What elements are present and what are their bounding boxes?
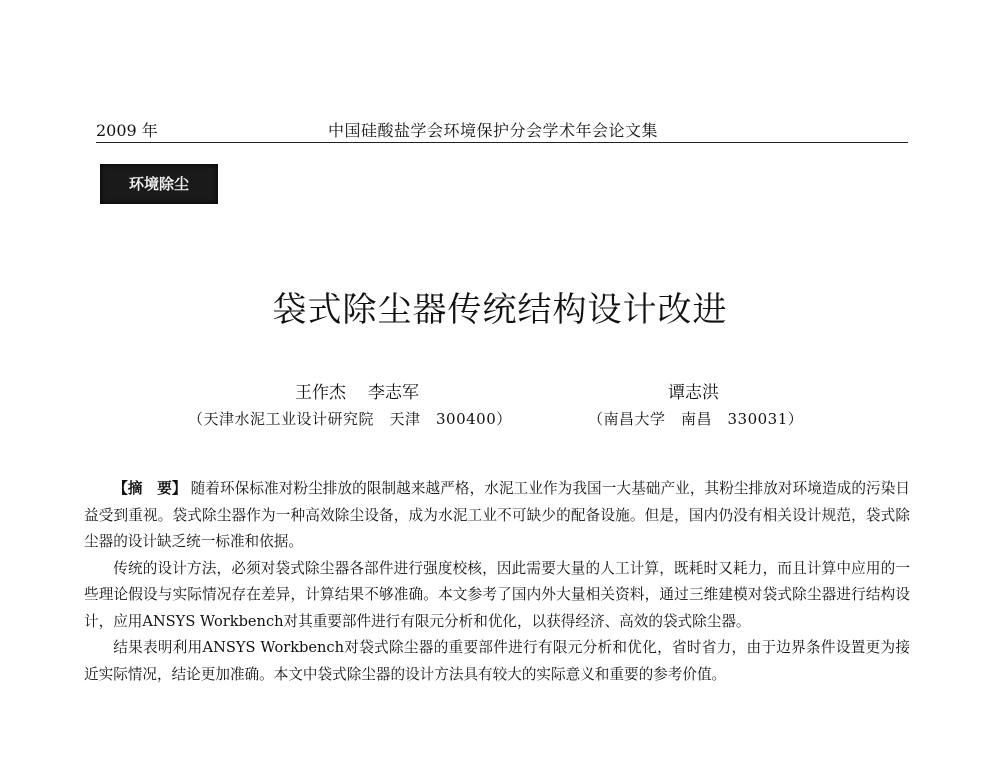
paper-title: 袋式除尘器传统结构设计改进 (272, 290, 728, 330)
authors-group-1 (295, 378, 419, 403)
affiliation-2: （南昌大学 南昌 330031） (588, 410, 804, 428)
running-header (96, 114, 908, 143)
abstract-paragraph-3: 结果表明利用ANSYS Workbench对袋式除尘器的重要部件进行有限元分析和优化，省时省力，由于边界条件设置更为接近实际情况，结论更加准确。本文中袋式除尘器的设计方法具有较大的实际意义和重要的参考价值。 (84, 639, 910, 683)
abstract-label: 【摘 要】 (113, 480, 187, 497)
affiliation-1: （天津水泥工业设计研究院 天津 300400） (188, 410, 512, 428)
authors-group-2 (668, 378, 719, 403)
header-year: 2009 年 (96, 121, 158, 140)
abstract (84, 476, 910, 688)
header-journal-title: 中国硅酸盐学会环境保护分会学术年会论文集 (328, 121, 659, 140)
author-name: 李志军 (368, 383, 419, 403)
author-name: 王作杰 (295, 383, 346, 403)
abstract-paragraph-2: 传统的设计方法，必须对袋式除尘器各部件进行强度校核，因此需要大量的人工计算，既耗时又耗力，而且计算中应用的一些理论假设与实际情况存在差异，计算结果不够准确。本文参考了国内外大量相关资料，通过三维建模对袋式除尘器进行结构设计，应用ANSYS Workbench对其重要部件进行有限元分析和优化，以获得经济、高效的袋式除尘器。 (84, 559, 910, 630)
abstract-text-1: 随着环保标准对粉尘排放的限制越来越严格，水泥工业作为我国一大基础产业，其粉尘排放对环境造成的污染日益受到重视。袋式除尘器作为一种高效除尘设备，成为水泥工业不可缺少的配备设施。但是，国内仍没有相关设计规范，袋式除尘器的设计缺乏统一标准和依据。 (84, 480, 910, 550)
section-badge: 环境除尘 (100, 164, 218, 204)
abstract-paragraph-1 (84, 476, 910, 556)
author-name: 谭志洪 (668, 383, 719, 403)
